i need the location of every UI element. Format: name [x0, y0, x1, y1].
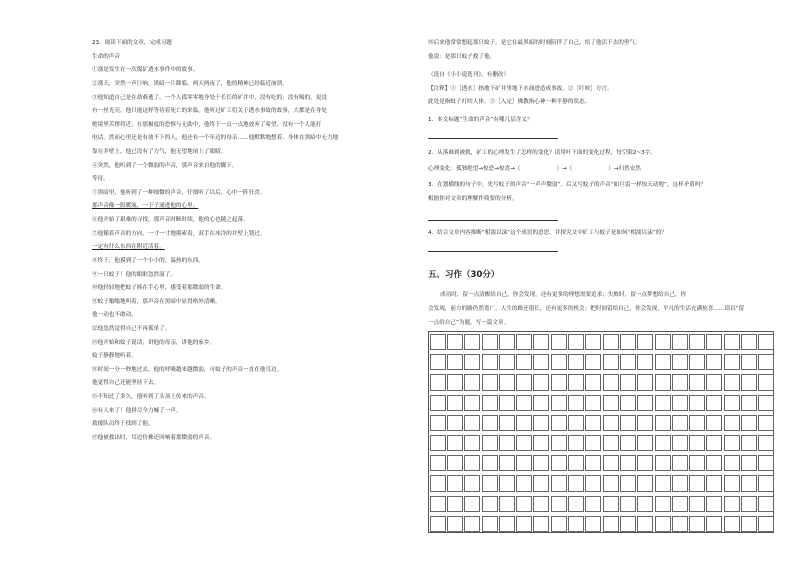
grid-cell[interactable] [568, 374, 584, 390]
grid-cell[interactable] [464, 455, 480, 471]
grid-cell[interactable] [464, 354, 480, 370]
grid-cell[interactable] [655, 455, 671, 471]
paragraph-4-extra: 等待。 [92, 176, 109, 182]
grid-cell[interactable] [689, 415, 705, 431]
grid-cell[interactable] [637, 415, 653, 431]
grid-cell[interactable] [724, 455, 740, 471]
grid-cell[interactable] [603, 455, 619, 471]
grid-cell[interactable] [447, 374, 463, 390]
paragraph-11-extra: 他一动也不敢动。 [92, 312, 137, 318]
grid-cell[interactable] [706, 496, 722, 512]
grid-cell[interactable] [430, 516, 446, 532]
grid-cell[interactable] [482, 354, 498, 370]
grid-cell[interactable] [568, 334, 584, 350]
grid-cell[interactable] [585, 334, 601, 350]
grid-cell[interactable] [741, 475, 757, 491]
grid-cell[interactable] [689, 475, 705, 491]
grid-cell[interactable] [499, 395, 515, 411]
grid-cell[interactable] [724, 435, 740, 451]
grid-cell[interactable] [447, 334, 463, 350]
grid-cell[interactable] [724, 496, 740, 512]
paragraph-3-line-2: 有一丝光亮，他只能这样等待着死亡的来临。他听过矿工们关于透水事故的故事，大都是在身处 [92, 108, 327, 114]
grid-cell[interactable] [516, 374, 532, 390]
grid-cell[interactable] [758, 496, 774, 512]
grid-cell[interactable] [568, 395, 584, 411]
question-2: 2．从落难到被救，矿工的心理发生了怎样的变化？请用叶下面的变化过程，每空限2~3字。 [428, 150, 656, 156]
grid-cell[interactable] [689, 354, 705, 370]
grid-cell[interactable] [585, 496, 601, 512]
grid-cell[interactable] [551, 516, 567, 532]
grid-cell[interactable] [637, 475, 653, 491]
grid-cell[interactable] [516, 395, 532, 411]
paragraph-11: ⑪蚊子嗡嗡地叫着，那声音在黑暗中显得格外清晰。 [92, 299, 221, 305]
paragraph-2: ②那天，突然一声巨响，黑暗一片降临。两天两夜了，他的精神已经临近崩溃。 [92, 81, 288, 87]
grid-cell[interactable] [499, 516, 515, 532]
grid-cell[interactable] [620, 374, 636, 390]
grid-cell[interactable] [585, 516, 601, 532]
grid-cell[interactable] [689, 374, 705, 390]
grid-cell[interactable] [482, 455, 498, 471]
grid-cell[interactable] [447, 395, 463, 411]
grid-cell[interactable] [724, 334, 740, 350]
grid-cell[interactable] [568, 435, 584, 451]
paragraph-12: ⑫他忽然觉得自己不再孤单了。 [92, 326, 171, 332]
grid-cell[interactable] [482, 475, 498, 491]
paragraph-7: ⑦他循着声音的方向，一寸一寸地摸索着，双手在冰冷的井壁上划过。 [92, 231, 266, 237]
grid-cell[interactable] [672, 455, 688, 471]
grid-cell[interactable] [482, 415, 498, 431]
question-3: 3．在划横线的句子中，先写蚊子的声音“一声声微弱”，后又写蚊子的声音“如巨雷一样惊天动地”，这样矛盾吗？ [428, 182, 707, 188]
grid-cell[interactable] [620, 475, 636, 491]
grid-cell[interactable] [758, 415, 774, 431]
paragraph-17: ⑰他被救出时，耳边仿佛还回响着那微弱的声音。 [92, 435, 216, 441]
paragraph-10: ⑩他轻轻地把蚊子捧在手心里，感受着那微弱的生命。 [92, 285, 227, 291]
grid-cell[interactable] [724, 475, 740, 491]
grid-cell[interactable] [655, 334, 671, 350]
grid-cell[interactable] [430, 334, 446, 350]
grid-cell[interactable] [499, 496, 515, 512]
grid-cell[interactable] [551, 415, 567, 431]
grid-cell[interactable] [741, 516, 757, 532]
grid-cell[interactable] [568, 354, 584, 370]
grid-cell[interactable] [655, 475, 671, 491]
grid-cell[interactable] [689, 334, 705, 350]
paragraph-8: ⑧终于，他摸到了一个小小的、温热的东西。 [92, 258, 204, 264]
annotation-2: 此处是指蚊子叮咬人体。③［入定］佛教指心神一种平静的状态。 [428, 99, 591, 105]
story-continued-2: 他说：是那只蚊子救了他。 [428, 54, 496, 60]
grid-cell[interactable] [551, 455, 567, 471]
grid-cell[interactable] [533, 455, 549, 471]
grid-cell[interactable] [516, 415, 532, 431]
grid-cell[interactable] [672, 516, 688, 532]
grid-cell[interactable] [758, 435, 774, 451]
question-label: 23．阅读下面的文章，完成习题 [92, 40, 172, 46]
grid-cell[interactable] [689, 435, 705, 451]
grid-cell[interactable] [724, 415, 740, 431]
grid-cell[interactable] [655, 415, 671, 431]
grid-cell[interactable] [551, 354, 567, 370]
grid-cell[interactable] [603, 496, 619, 512]
grid-cell[interactable] [758, 455, 774, 471]
grid-cell[interactable] [447, 354, 463, 370]
grid-cell[interactable] [516, 455, 532, 471]
grid-cell[interactable] [568, 415, 584, 431]
grid-cell[interactable] [533, 475, 549, 491]
grid-cell[interactable] [499, 374, 515, 390]
paragraph-3-line-5: 靠在井壁上，他已没有了力气，他无望地闭上了眼睛。 [92, 149, 227, 155]
grid-cell[interactable] [516, 435, 532, 451]
grid-cell[interactable] [741, 334, 757, 350]
paragraph-7-underlined: 一定有什么东西在附近活着。 [92, 244, 165, 250]
grid-cell[interactable] [430, 496, 446, 512]
paragraph-1: ①那是发生在一次煤矿透水事件中的故事。 [92, 67, 199, 73]
grid-cell[interactable] [706, 475, 722, 491]
grid-cell[interactable] [447, 435, 463, 451]
question-2-flow [428, 166, 641, 173]
grid-cell[interactable] [637, 435, 653, 451]
paragraph-13-extra: 蚊子静静地听着。 [92, 353, 137, 359]
grid-cell[interactable] [655, 496, 671, 512]
grid-cell[interactable] [672, 435, 688, 451]
grid-cell[interactable] [430, 395, 446, 411]
grid-cell[interactable] [672, 475, 688, 491]
grid-cell[interactable] [585, 435, 601, 451]
grid-cell[interactable] [499, 455, 515, 471]
grid-cell[interactable] [568, 475, 584, 491]
question-1: 1．本文标题“生命的声音”有哪几层含义？ [428, 117, 533, 123]
grid-cell[interactable] [430, 455, 446, 471]
grid-cell[interactable] [672, 374, 688, 390]
grid-cell[interactable] [758, 395, 774, 411]
grid-cell[interactable] [533, 415, 549, 431]
story-continued-1: ⑱后来他常常想起那只蚊子，是它在最黑暗的时刻陪伴了自己，给了他活下去的勇气。 [428, 40, 641, 46]
essay-prompt-1: 成功时，留一点清醒给自己，你会发现，还有更多的理想需要追求；失败时，留一点梦想给自己，你 [440, 292, 687, 298]
essay-writing-grid[interactable] [428, 331, 774, 533]
grid-cell[interactable] [568, 496, 584, 512]
grid-cell[interactable] [533, 374, 549, 390]
answer-line-q1[interactable] [428, 138, 558, 139]
grid-cell[interactable] [482, 334, 498, 350]
essay-prompt-3: 一点给自己”为题，写一篇文章。 [428, 320, 510, 326]
grid-cell[interactable] [620, 435, 636, 451]
grid-cell[interactable] [758, 334, 774, 350]
flow-mid: ）→（ [556, 166, 573, 172]
grid-cell[interactable] [516, 475, 532, 491]
grid-cell[interactable] [672, 415, 688, 431]
grid-cell[interactable] [533, 395, 549, 411]
paragraph-3-line-4: 电话。然而心里还是有放不下的人，他还有一个年迈的母亲……他默默地想着，身体在黑暗中无力地 [92, 135, 339, 141]
grid-cell[interactable] [430, 415, 446, 431]
grid-cell[interactable] [533, 516, 549, 532]
paragraph-4: ④突然，他听到了一个微弱的声音，那声音来自他的脚下。 [92, 163, 238, 169]
paragraph-5: ⑤黑暗里，他听到了一种细微的声音，仔细听了以后，心中一阵狂喜。 [92, 190, 266, 196]
grid-cell[interactable] [585, 475, 601, 491]
story-title: 生命的声音 [92, 54, 120, 60]
grid-cell[interactable] [533, 334, 549, 350]
grid-cell[interactable] [689, 496, 705, 512]
grid-cell[interactable] [516, 496, 532, 512]
grid-cell[interactable] [724, 395, 740, 411]
grid-cell[interactable] [655, 374, 671, 390]
grid-cell[interactable] [758, 374, 774, 390]
annotation: 【注释】①［透水］指地下矿井里地下水涌进造成事故。②［叮咬］方言。 [428, 86, 613, 92]
grid-cell[interactable] [603, 334, 619, 350]
grid-cell[interactable] [637, 455, 653, 471]
grid-cell[interactable] [741, 435, 757, 451]
grid-cell[interactable] [724, 516, 740, 532]
paragraph-14-extra: 他觉得自己还能坚持下去。 [92, 380, 160, 386]
grid-cell[interactable] [637, 516, 653, 532]
grid-cell[interactable] [724, 354, 740, 370]
grid-cell[interactable] [706, 354, 722, 370]
grid-cell[interactable] [551, 374, 567, 390]
grid-cell[interactable] [637, 334, 653, 350]
grid-cell[interactable] [620, 516, 636, 532]
grid-cell[interactable] [758, 516, 774, 532]
grid-cell[interactable] [741, 455, 757, 471]
grid-cell[interactable] [551, 435, 567, 451]
grid-cell[interactable] [482, 435, 498, 451]
grid-cell[interactable] [603, 415, 619, 431]
grid-cell[interactable] [585, 415, 601, 431]
paragraph-3-line-1: ③他知道自己是在劫难逃了。一个人孤零零地身处于长长的矿井中，没有吃的，没有喝的，更没 [92, 95, 327, 101]
grid-cell[interactable] [585, 455, 601, 471]
grid-cell[interactable] [620, 455, 636, 471]
grid-cell[interactable] [741, 354, 757, 370]
grid-cell[interactable] [499, 435, 515, 451]
paragraph-15: ⑮不知过了多久，他听到了头顶上传来的声音。 [92, 394, 210, 400]
grid-cell[interactable] [499, 334, 515, 350]
answer-line-q4[interactable] [428, 251, 558, 252]
grid-cell[interactable] [706, 395, 722, 411]
grid-cell[interactable] [482, 374, 498, 390]
grid-cell[interactable] [516, 516, 532, 532]
grid-cell[interactable] [464, 496, 480, 512]
grid-cell[interactable] [689, 516, 705, 532]
grid-cell[interactable] [447, 455, 463, 471]
source-note: （选自《小小说选刊》，有删改） [428, 72, 510, 78]
grid-cell[interactable] [447, 475, 463, 491]
grid-cell[interactable] [603, 395, 619, 411]
grid-cell[interactable] [551, 395, 567, 411]
grid-cell[interactable] [568, 455, 584, 471]
grid-cell[interactable] [620, 496, 636, 512]
grid-cell[interactable] [672, 354, 688, 370]
grid-cell[interactable] [585, 395, 601, 411]
grid-cell[interactable] [655, 354, 671, 370]
grid-cell[interactable] [430, 354, 446, 370]
grid-cell[interactable] [447, 496, 463, 512]
grid-cell[interactable] [603, 374, 619, 390]
grid-cell[interactable] [430, 435, 446, 451]
grid-cell[interactable] [706, 415, 722, 431]
grid-cell[interactable] [464, 334, 480, 350]
grid-cell[interactable] [447, 415, 463, 431]
grid-cell[interactable] [637, 354, 653, 370]
grid-cell[interactable] [464, 395, 480, 411]
answer-line-q3[interactable] [428, 220, 558, 221]
grid-cell[interactable] [464, 435, 480, 451]
grid-cell[interactable] [758, 354, 774, 370]
grid-cell[interactable] [482, 395, 498, 411]
grid-cell[interactable] [533, 354, 549, 370]
grid-cell[interactable] [603, 516, 619, 532]
grid-cell[interactable] [499, 354, 515, 370]
grid-cell[interactable] [464, 374, 480, 390]
grid-cell[interactable] [655, 395, 671, 411]
grid-cell[interactable] [655, 516, 671, 532]
grid-cell[interactable] [724, 374, 740, 390]
essay-prompt-2: 会发现，前方的路仍然宽广，人生的路还很长，还有更多的机会；把时间留给自己，你会发现，平凡的生活充满惊喜……请以“留 [428, 306, 745, 312]
question-4: 4．结合文章内容推断“相濡以沫”这个成语的意思，并探究文中矿工与蚊子是如何“相濡以沫”的？ [428, 230, 667, 236]
paragraph-16: ⑯有人来了！他拼尽全力喊了一声。 [92, 408, 182, 414]
grid-cell[interactable] [620, 354, 636, 370]
paragraph-16-extra: 救援队员终于找到了他。 [92, 421, 154, 427]
grid-cell[interactable] [482, 516, 498, 532]
paragraph-6: ⑥他开始了艰难的寻找，那声音时断时续，他的心也随之起落。 [92, 217, 249, 223]
grid-cell[interactable] [464, 415, 480, 431]
grid-cell[interactable] [672, 395, 688, 411]
grid-cell[interactable] [568, 516, 584, 532]
grid-cell[interactable] [672, 334, 688, 350]
paragraph-3-line-3: 绝境里苦撑将近；在那极度的恐惧与无助中，他终于一点一点地放弃了希望。没有一个人能打 [92, 122, 322, 128]
section-5-title: 五、习作（30分） [428, 270, 500, 280]
grid-cell[interactable] [637, 395, 653, 411]
grid-cell[interactable] [430, 374, 446, 390]
grid-cell[interactable] [620, 334, 636, 350]
grid-cell[interactable] [464, 516, 480, 532]
grid-cell[interactable] [551, 334, 567, 350]
grid-cell[interactable] [672, 496, 688, 512]
grid-cell[interactable] [620, 415, 636, 431]
grid-cell[interactable] [551, 496, 567, 512]
grid-cell[interactable] [706, 455, 722, 471]
paragraph-5-underlined: 那声音像一股暖流，一下子涌进他的心里。 [92, 203, 199, 209]
grid-cell[interactable] [551, 475, 567, 491]
grid-cell[interactable] [499, 415, 515, 431]
grid-cell[interactable] [655, 435, 671, 451]
grid-cell[interactable] [499, 475, 515, 491]
grid-cell[interactable] [482, 496, 498, 512]
grid-cell[interactable] [533, 496, 549, 512]
grid-cell[interactable] [430, 475, 446, 491]
grid-cell[interactable] [741, 395, 757, 411]
grid-cell[interactable] [637, 374, 653, 390]
grid-cell[interactable] [741, 415, 757, 431]
paragraph-13: ⑬他开始和蚊子说话，讲他的母亲，讲他的家乡。 [92, 340, 216, 346]
grid-cell[interactable] [741, 374, 757, 390]
grid-cell[interactable] [603, 475, 619, 491]
flow-right: ）→归然安然 [608, 166, 641, 172]
question-3-line-2: 根据你对文章的理解作简要的分析。 [428, 196, 518, 202]
grid-cell[interactable] [516, 354, 532, 370]
grid-cell[interactable] [464, 475, 480, 491]
grid-cell[interactable] [706, 374, 722, 390]
grid-cell[interactable] [706, 516, 722, 532]
grid-cell[interactable] [603, 354, 619, 370]
grid-cell[interactable] [637, 496, 653, 512]
grid-cell[interactable] [585, 354, 601, 370]
grid-cell[interactable] [706, 435, 722, 451]
paragraph-14: ⑭时间一分一秒地过去，他的呼吸越来越微弱，可蚊子的声音一直在他耳边。 [92, 367, 283, 373]
grid-cell[interactable] [585, 374, 601, 390]
grid-cell[interactable] [447, 516, 463, 532]
paragraph-9: ⑨一只蚊子！他的眼眶忽然湿了。 [92, 272, 176, 278]
grid-cell[interactable] [516, 334, 532, 350]
grid-cell[interactable] [689, 455, 705, 471]
grid-cell[interactable] [603, 435, 619, 451]
flow-left: 心理变化：孤独绝望→惊恐→惊喜→（ [428, 166, 521, 172]
grid-cell[interactable] [620, 395, 636, 411]
grid-cell[interactable] [533, 435, 549, 451]
grid-cell[interactable] [758, 475, 774, 491]
grid-cell[interactable] [741, 496, 757, 512]
grid-cell[interactable] [706, 334, 722, 350]
grid-cell[interactable] [689, 395, 705, 411]
